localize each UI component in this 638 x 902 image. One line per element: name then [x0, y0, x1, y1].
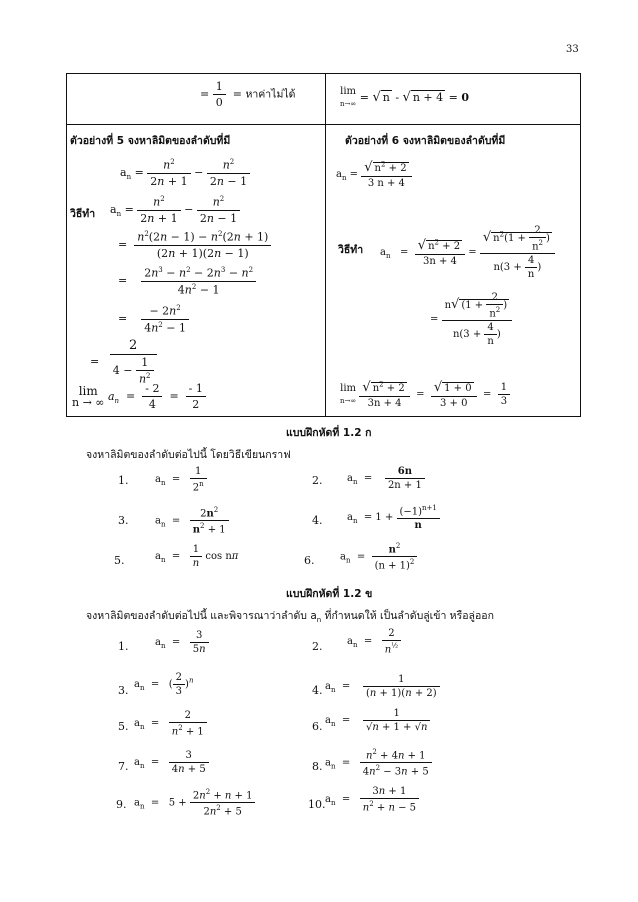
exb-5-expr: $a_n$ = $\frac{2}{n^2 + 1}$ — [134, 710, 207, 737]
exercise-a-heading: แบบฝึกหัดที่ 1.2 ก — [286, 427, 372, 439]
exb-9-num: 9. — [116, 798, 127, 811]
exb-5-num: 5. — [118, 720, 129, 733]
table-top-border — [66, 73, 581, 74]
exb-2-num: 2. — [312, 640, 323, 653]
exb-7-num: 7. — [118, 760, 129, 773]
page-number: 33 — [566, 44, 579, 55]
exa-5-expr: $a_n$ = $\frac{1}{n}$ cos nπ — [155, 544, 239, 569]
exb-1-expr: $a_n$ = $\frac{3}{5n}$ — [155, 630, 209, 655]
ex5-solution-label: วิธีทำ — [70, 208, 96, 220]
exb-8-num: 8. — [312, 760, 323, 773]
exa-4-num: 4. — [312, 514, 323, 527]
exa-3-num: 3. — [118, 514, 129, 527]
exa-2-num: 2. — [312, 474, 323, 487]
table-bottom-border — [66, 416, 581, 417]
ex5-def: $a_n$ = $\frac{n^2}{2n + 1}$ − $\frac{n^2}{2n - 1}$ — [120, 158, 250, 188]
exercise-b-heading: แบบฝึกหัดที่ 1.2 ข — [286, 588, 373, 600]
ex5-step5: = 2 4 − $\frac{1}{n^2}$ — [90, 338, 157, 386]
exb-6-num: 6. — [312, 720, 323, 733]
ex6-step1: $a_n$ = $\frac{√ n^2 + 2}{3n + 4}$ = √ $n^2(1$ + $\frac{2}{n^2}$ ) n(3 + $\frac{4}{n}$ ) — [380, 225, 555, 280]
ex5-step4: = $\frac{- 2n^2}{4n^2 - 1}$ — [118, 304, 189, 334]
ex6-step2: = n√ (1 + $\frac{2}{n^2}$ ) n(3 + $\frac{4}{n}$ ) — [430, 292, 512, 347]
exercise-b-instruction: จงหาลิมิตของลำดับต่อไปนี้ และพิจารณาว่าลำดับ $a_n$ ที่กำหนดให้ เป็นลำดับลู่เข้า หรือลู่ออก — [86, 610, 494, 625]
ex6-def: $a_n$ = $\frac{√ n^2 + 2}{3 n + 4}$ — [336, 160, 412, 189]
exa-4-expr: $a_n = 1$ + $\frac{(-1)^{n+1}}{n}$ — [347, 504, 440, 531]
ex5-step3: = $\frac{2n^3 - n^2 - 2n^3 - n^2}{4n^2 - 1}$ — [118, 266, 256, 296]
exb-9-expr: $a_n = 5$ + $\frac{2n^2 + n + 1}{2n^2 + 5}$ — [134, 788, 255, 818]
exa-3-expr: $a_n$ = $\frac{2n^2}{n^2 + 1}$ — [155, 506, 229, 536]
table-right-border — [580, 73, 581, 417]
exb-4-expr: $a_n$ = $\frac{1}{(n + 1)(n + 2)}$ — [325, 674, 440, 699]
ex5-step2: = $\frac{n^2(2n - 1) - n^2(2n + 1)}{(2n + 1)(2n - 1)}$ — [118, 230, 271, 260]
exb-3-expr: $a_n$ = ( $\frac{2}{3}$ )$^n$ — [134, 672, 194, 697]
exb-3-num: 3. — [118, 684, 129, 697]
exb-2-expr: $a_n$ = $\frac{2}{n^{\frac{1}{2}}}$ — [347, 628, 401, 655]
exa-6-expr: $a_n$ = $\frac{n^2}{(n + 1)^2}$ — [340, 542, 417, 572]
exa-2-expr: $a_n$ = $\frac{6n}{2n + 1}$ — [347, 466, 425, 491]
exb-10-num: 10. — [308, 798, 326, 811]
exa-1-num: 1. — [118, 474, 129, 487]
exb-6-expr: $a_n$ = $\frac{1}{√n + 1 + √n}$ — [325, 708, 430, 733]
table-left-border — [66, 73, 67, 417]
exb-7-expr: $a_n$ = $\frac{3}{4n + 5}$ — [134, 750, 209, 775]
exb-8-expr: $a_n$ = $\frac{n^2 + 4n + 1}{4n^2 - 3n + 5}$ — [325, 748, 432, 778]
ex5-limit: lim n → ∞ $a_n$ = $\frac{- 2}{4}$ = $\frac{- 1}{2}$ — [72, 382, 206, 411]
exercise-a-instruction: จงหาลิมิตของลำดับต่อไปนี้ โดยวิธีเขียนกราฟ — [86, 449, 291, 461]
ex5-step1: $a_n$ = $\frac{n^2}{2n + 1}$ − $\frac{n^2}{2n - 1}$ — [110, 195, 240, 225]
table-center-divider — [325, 73, 326, 417]
exb-1-num: 1. — [118, 640, 129, 653]
exa-6-num: 6. — [304, 554, 315, 567]
top-left-expression: = $\frac{1}{0}$ = หาค่าไม่ได้ — [200, 80, 296, 109]
example5-title: ตัวอย่างที่ 5 จงหาลิมิตของลำดับที่มี — [70, 135, 231, 147]
top-right-expression: lim n→∞ = √ n - √ n + 4 = 0 — [340, 86, 470, 108]
exa-5-num: 5. — [114, 554, 125, 567]
ex6-limit: lim n→∞ $\frac{√ n^2 + 2}{3n + 4}$ = $\frac{√ 1 + 0}{3 + 0}$ = $\frac{1}{3}$ — [340, 380, 510, 409]
exa-1-expr: $a_n$ = $\frac{1}{2^n}$ — [155, 466, 207, 493]
example6-title: ตัวอย่างที่ 6 จงหาลิมิตของลำดับที่มี — [345, 135, 506, 147]
undefined-text: หาค่าไม่ได้ — [245, 88, 296, 101]
ex6-solution-label: วิธีทำ — [338, 244, 364, 256]
exb-4-num: 4. — [312, 684, 323, 697]
exb-10-expr: $a_n$ = $\frac{3n + 1}{n^2 + n - 5}$ — [325, 786, 419, 813]
table-row-divider — [66, 124, 581, 125]
